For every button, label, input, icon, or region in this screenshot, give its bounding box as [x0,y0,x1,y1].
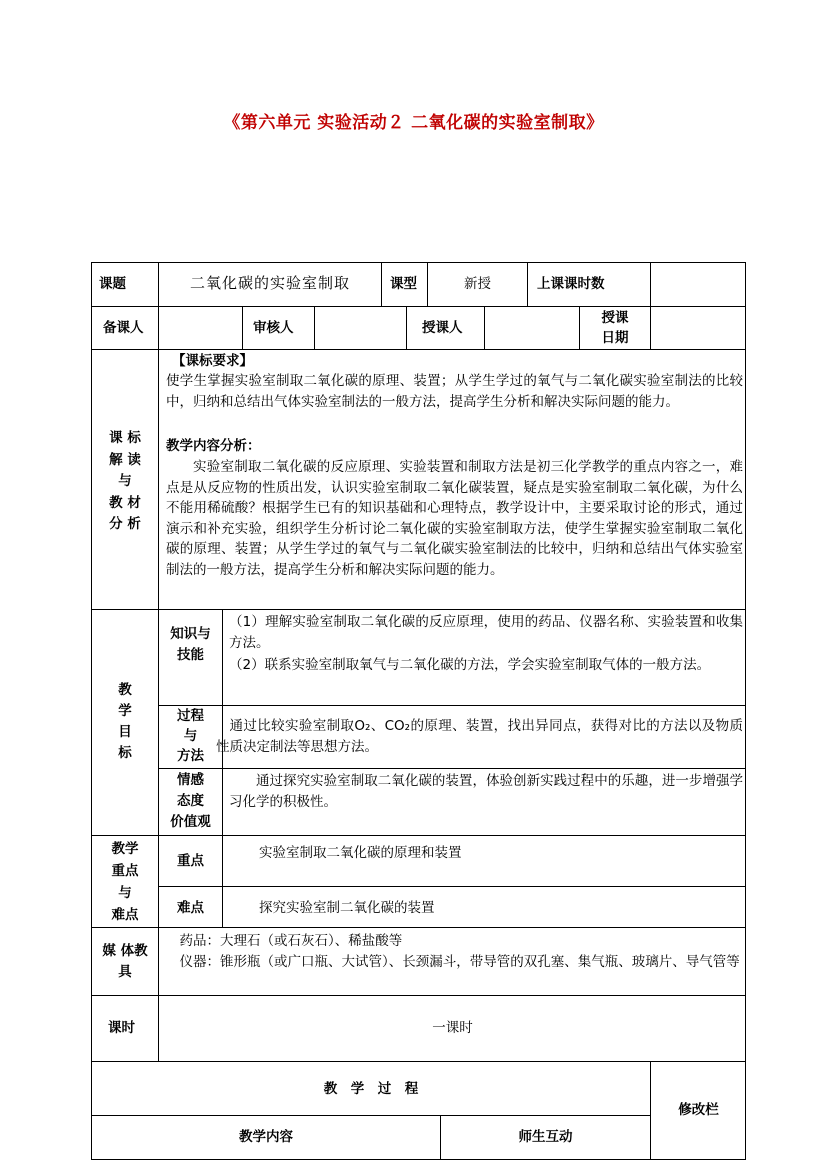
content-analysis-heading: 教学内容分析： [166,438,261,454]
difficult-point-text: 探究实验室制二氧化碳的装置 [259,900,435,916]
standard-requirements-text: 使学生掌握实验室制取二氧化碳的原理、装置；从学生学过的氧气与二氧化碳实验室制法的比较中，归纳和总结出气体实验室制法的一般方法，提高学生分析和解决实际问题的能力。 [166,373,743,410]
media-drugs: 药品：大理石（或石灰石）、稀盐酸等 [179,933,403,949]
teacher-student-interaction-label: 师生互动 [518,1129,573,1145]
type-label: 课型 [390,276,417,292]
analysis-label: 课 标 解 读 与 教 材 分 析 [109,430,141,532]
media-label: 媒 体教 具 [102,943,148,980]
date-label: 授课 日期 [601,310,629,346]
key-points-label: 教学 重点 与 难点 [111,841,139,923]
teaching-content-label: 教学内容 [239,1129,293,1145]
difficult-point-label: 难点 [177,900,204,916]
process-label: 过程 与 方法 [177,708,204,764]
page-title: 《第六单元 实验活动２ 二氧化碳的实验室制取》 [223,113,604,133]
content-analysis-text: 实验室制取二氧化碳的反应原理、实验装置和制取方法是初三化学教学的重点内容之一，难点是从反应物的性质出发，认识实验室制取二氧化碳装置，疑点是实验室制取二氧化碳，为什么不能用稀硫酸？根据学生已有的知识基础和心理特点，教学设计中，主要采取讨论的形式，通过演示和补充实验，组织学生分析讨论二氧化碳的实验室制取方法，使学生掌握实验室制取二氧化碳的原理、装置；从学生学过的氧气与二氧化碳实验室制法的比较中，归纳和总结出气体实验室制法的一般方法，提高学生分析和解决实际问题的能力。 [166,459,743,578]
period-value: 一课时 [432,1020,473,1036]
key-point-text: 实验室制取二氧化碳的原理和装置 [259,845,462,861]
reviewer-label: 审核人 [253,320,294,336]
knowledge-goal-1: （1）理解实验室制取二氧化碳的反应原理，使用的药品、仪器名称、实验装置和收集方法。 [229,614,743,651]
emotion-label: 情感 态度 价值观 [170,772,211,830]
revision-column-label: 修改栏 [678,1102,719,1118]
media-instruments: 仪器：锥形瓶（或广口瓶、大试管）、长颈漏斗，带导管的双孔塞、集气瓶、玻璃片、导气管等 [179,954,740,970]
hours-label: 上课课时数 [537,276,605,292]
goals-label: 教 学 目 标 [118,682,132,761]
topic-label: 课题 [99,276,126,292]
process-goal-text: 通过比较实验室制取O₂、CO₂的原理、装置，找出异同点，获得对比的方法以及物质性质决定制法等思想方法。 [216,718,743,755]
preparer-label: 备课人 [103,320,144,336]
knowledge-label: 知识与 技能 [170,626,211,663]
key-point-label: 重点 [177,853,204,869]
teaching-process-heading: 教 学 过 程 [323,1081,419,1097]
standard-requirements-heading: 【课标要求】 [172,353,253,369]
knowledge-goal-2: （2）联系实验室制取氧气与二氧化碳的方法，学会实验室制取气体的一般方法。 [229,657,711,673]
emotion-goal-text: 通过探究实验室制取二氧化碳的装置，体验创新实践过程中的乐趣，进一步增强学习化学的积极性。 [229,773,743,810]
topic-value: 二氧化碳的实验室制取 [189,274,350,292]
period-label: 课时 [108,1020,135,1036]
teacher-label: 授课人 [422,320,463,336]
type-value: 新授 [464,276,491,292]
